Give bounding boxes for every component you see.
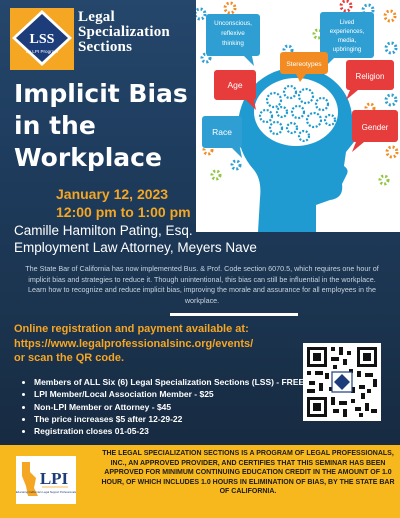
lpi-logo bbox=[16, 456, 76, 504]
event-description: The State Bar of California has now implemented Bus. & Prof. Code section 6070.5, which requires one hour of implicit bias and strategies to reduce it. Though unintentional, this bias can still be influential in the workplace. Learn how to recognize and reduce implicit bias, improving the morale and assurance for all employees in the workplace. bbox=[25, 264, 379, 305]
org-name-line: Sections bbox=[78, 39, 133, 55]
list-item: • Registration closes 01-05-23 bbox=[34, 425, 307, 437]
svg-text:upbringing: upbringing bbox=[332, 46, 362, 53]
bubble-gender bbox=[352, 110, 398, 152]
list-item: • Members of ALL Six (6) Legal Specialization Sections (LSS) - FREE! bbox=[34, 376, 307, 388]
svg-text:experiences,: experiences, bbox=[329, 28, 365, 35]
svg-text:Religion: Religion bbox=[355, 72, 385, 81]
speaker bbox=[14, 222, 257, 256]
lpi-logo-text: LPI bbox=[39, 469, 69, 488]
divider bbox=[170, 313, 298, 316]
svg-text:Stereotypes: Stereotypes bbox=[286, 61, 322, 68]
lpi-tagline: Educating California's Legal Support Professionals bbox=[16, 491, 76, 494]
accreditation-statement: THE LEGAL SPECIALIZATION SECTIONS IS A PROGRAM OF LEGAL PROFESSIONALS, INC., AN APPROVED PROVIDER, AND CERTIFIES THAT THIS SEMINAR HAS BEEN APPROVED FOR MINIMUM CONTINUING EDUCATION CREDIT IN THE AMOUNT OF 1.0 HOUR, OF WHICH INCLUDES 1.0 HOURS IN ELIMINATION OF BIAS, BY THE STATE BAR OF CALIFORNIA. bbox=[101, 450, 395, 496]
bubble-race bbox=[202, 116, 242, 158]
bubble-religion bbox=[346, 60, 394, 100]
lss-logo bbox=[10, 8, 74, 70]
svg-text:Race: Race bbox=[212, 127, 232, 137]
bubble-unconscious bbox=[206, 14, 260, 66]
title-line: Implicit Bias bbox=[14, 79, 188, 108]
svg-text:Unconscious,: Unconscious, bbox=[214, 20, 252, 27]
event-date: January 12, 2023 bbox=[56, 186, 169, 202]
svg-text:Lived: Lived bbox=[339, 19, 355, 26]
svg-text:media,: media, bbox=[337, 37, 357, 44]
org-name-line: Legal bbox=[78, 9, 115, 25]
event-time: 12:00 pm to 1:00 pm bbox=[56, 204, 191, 220]
pricing-list bbox=[22, 376, 307, 437]
title-line: Workplace bbox=[14, 143, 162, 172]
list-item: • LPI Member/Local Association Member - $25 bbox=[34, 388, 307, 400]
svg-text:reflexive: reflexive bbox=[221, 30, 245, 37]
implicit-bias-illustration bbox=[196, 0, 400, 232]
event-datetime bbox=[56, 185, 191, 221]
svg-text:thinking: thinking bbox=[222, 40, 244, 47]
head-gears-illustration bbox=[196, 0, 400, 232]
speaker-title: Employment Law Attorney, Meyers Nave bbox=[14, 240, 257, 255]
registration-line: Online registration and payment available at: bbox=[14, 323, 249, 335]
registration-link[interactable]: https://www.legalprofessionalsinc.org/events/ bbox=[14, 337, 254, 350]
registration-qr-code[interactable] bbox=[303, 343, 381, 421]
logo-subtitle: an LPI Program bbox=[25, 49, 59, 54]
page-title bbox=[14, 78, 188, 174]
speaker-name: Camille Hamilton Pating, Esq. bbox=[14, 223, 193, 238]
registration-line: or scan the QR code. bbox=[14, 352, 125, 364]
logo-abbr: LSS bbox=[29, 32, 55, 47]
list-item: • The price increases $5 after 12-29-22 bbox=[34, 413, 307, 425]
org-name-line: Specialization bbox=[78, 24, 170, 40]
title-line: in the bbox=[14, 111, 96, 140]
brain bbox=[254, 78, 338, 146]
registration-info bbox=[14, 322, 253, 366]
svg-text:Age: Age bbox=[227, 80, 243, 90]
svg-text:Gender: Gender bbox=[361, 123, 389, 132]
qr-code-icon bbox=[303, 343, 381, 421]
bubble-lived-experiences bbox=[320, 12, 374, 68]
list-item: • Non-LPI Member or Attorney - $45 bbox=[34, 401, 307, 413]
org-name bbox=[78, 10, 170, 55]
